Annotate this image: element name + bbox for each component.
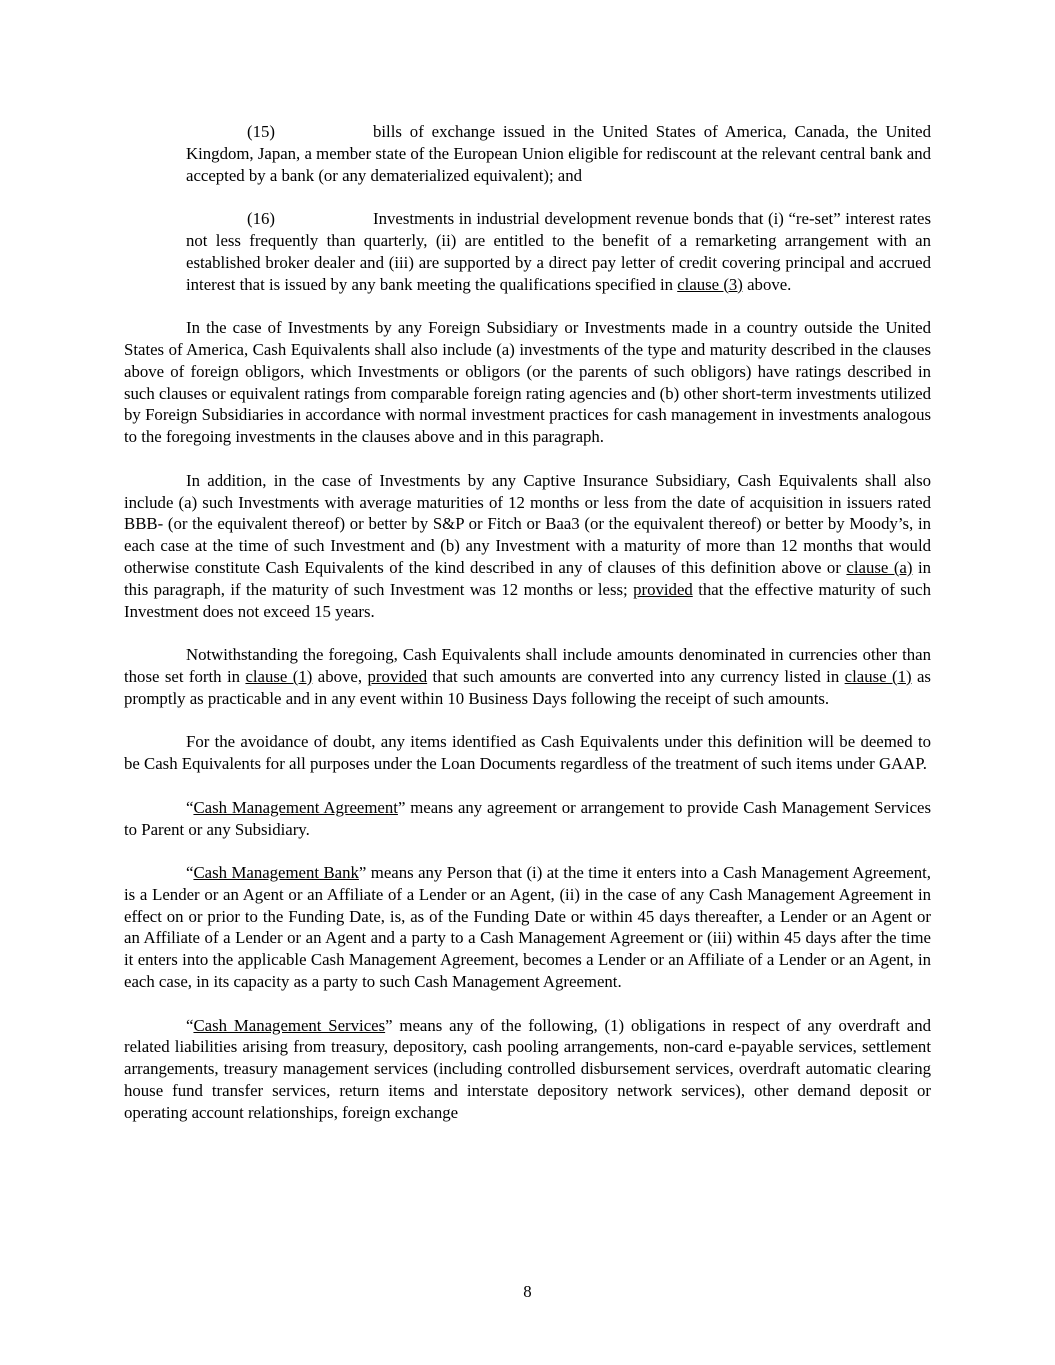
paragraph: “Cash Management Services” means any of the following, (1) obligations in respect of any overdraft and related liabilities arising from treasury, depository, cash pooling arrangements, non-card e-payable services, settlement arrangements, treasury management services (including controlled disbursement services, overdraft automatic clearing house fund transfer services, return items and interstate depository network services), other demand deposit or operating account relationships, foreign exchange (124, 1015, 931, 1122)
underlined-term: Cash Management Agreement (193, 797, 398, 817)
underlined-term: provided (367, 666, 428, 686)
underlined-term: clause (3) (677, 274, 743, 294)
paragraph: In the case of Investments by any Foreign Subsidiary or Investments made in a country outside the United States of America, Cash Equivalents shall also include (a) investments of the type and maturity described in the clauses above of foreign obligors, which Investments or obligors (or the parents of such obligors) have ratings described in such clauses or equivalent ratings from comparable foreign rating agencies and (b) other short-term investments utilized by Foreign Subsidiaries in accordance with normal investment practices for cash management in investments analogous to the foregoing investments in the clauses above and in this paragraph. (124, 318, 931, 447)
underlined-term: clause (1) (844, 666, 912, 686)
list-item-paragraph: (16) Investments in industrial development revenue bonds that (i) “re-set” interest rates not less frequently than quarterly, (ii) are entitled to the benefit of a remarketing arrangement with an established broker dealer and (iii) are supported by a direct pay letter of credit covering principal and accrued interest that is issued by any bank meeting the qualifications specified in clause (3) above. (186, 209, 931, 294)
list-number: (15) (247, 122, 275, 141)
paragraph: “Cash Management Agreement” means any agreement or arrangement to provide Cash Management Services to Parent or any Subsidiary. (124, 797, 931, 839)
document-body (124, 121, 931, 1145)
list-number: (16) (247, 209, 275, 229)
underlined-term: Cash Management Bank (193, 863, 359, 883)
underlined-term: clause (1) (245, 666, 313, 686)
paragraph: “Cash Management Bank” means any Person that (i) at the time it enters into a Cash Management Agreement, is a Lender or an Agent or an Affiliate of a Lender or an Agent, (ii) in the case of any Cash Management Agreement in effect on or prior to the Funding Date, is, as of the Funding Date or within 45 days thereafter, a Lender or an Agent or an Affiliate of a Lender or an Agent and a party to a Cash Management Agreement or (iii) within 45 days after the time it enters into the applicable Cash Management Agreement, becomes a Lender or an Affiliate of a Lender or an Agent, in each case, in its capacity as a party to such Cash Management Agreement. (124, 863, 931, 992)
page-number: 8 (523, 1282, 532, 1302)
underlined-term: clause (a) (846, 557, 913, 577)
underlined-term: Cash Management Services (193, 1015, 386, 1035)
list-item-paragraph: (15) bills of exchange issued in the United States of America, Canada, the United Kingdom, Japan, a member state of the European Union eligible for rediscount at the relevant central bank and accepted by a bank (or any dematerialized equivalent); and (186, 122, 931, 185)
paragraph: For the avoidance of doubt, any items identified as Cash Equivalents under this definition will be deemed to be Cash Equivalents for all purposes under the Loan Documents regardless of the treatment of such items under GAAP. (124, 732, 931, 774)
paragraph: Notwithstanding the foregoing, Cash Equivalents shall include amounts denominated in currencies other than those set forth in clause (1) above, provided that such amounts are converted into any currency listed in clause (1) as promptly as practicable and in any event within 10 Business Days following the receipt of such amounts. (124, 645, 931, 708)
paragraph: In addition, in the case of Investments by any Captive Insurance Subsidiary, Cash Equivalents shall also include (a) such Investments with average maturities of 12 months or less from the date of acquisition in issuers rated BBB- (or the equivalent thereof) or better by S&P or Fitch or Baa3 (or the equivalent thereof) or better by Moody’s, in each case at the time of such Investment and (b) any Investment with a maturity of more than 12 months that would otherwise constitute Cash Equivalents of the kind described in any of clauses of this definition above or clause (a) in this paragraph, if the maturity of such Investment was 12 months or less; provided that the effective maturity of such Investment does not exceed 15 years. (124, 470, 931, 621)
underlined-term: provided (633, 579, 693, 599)
